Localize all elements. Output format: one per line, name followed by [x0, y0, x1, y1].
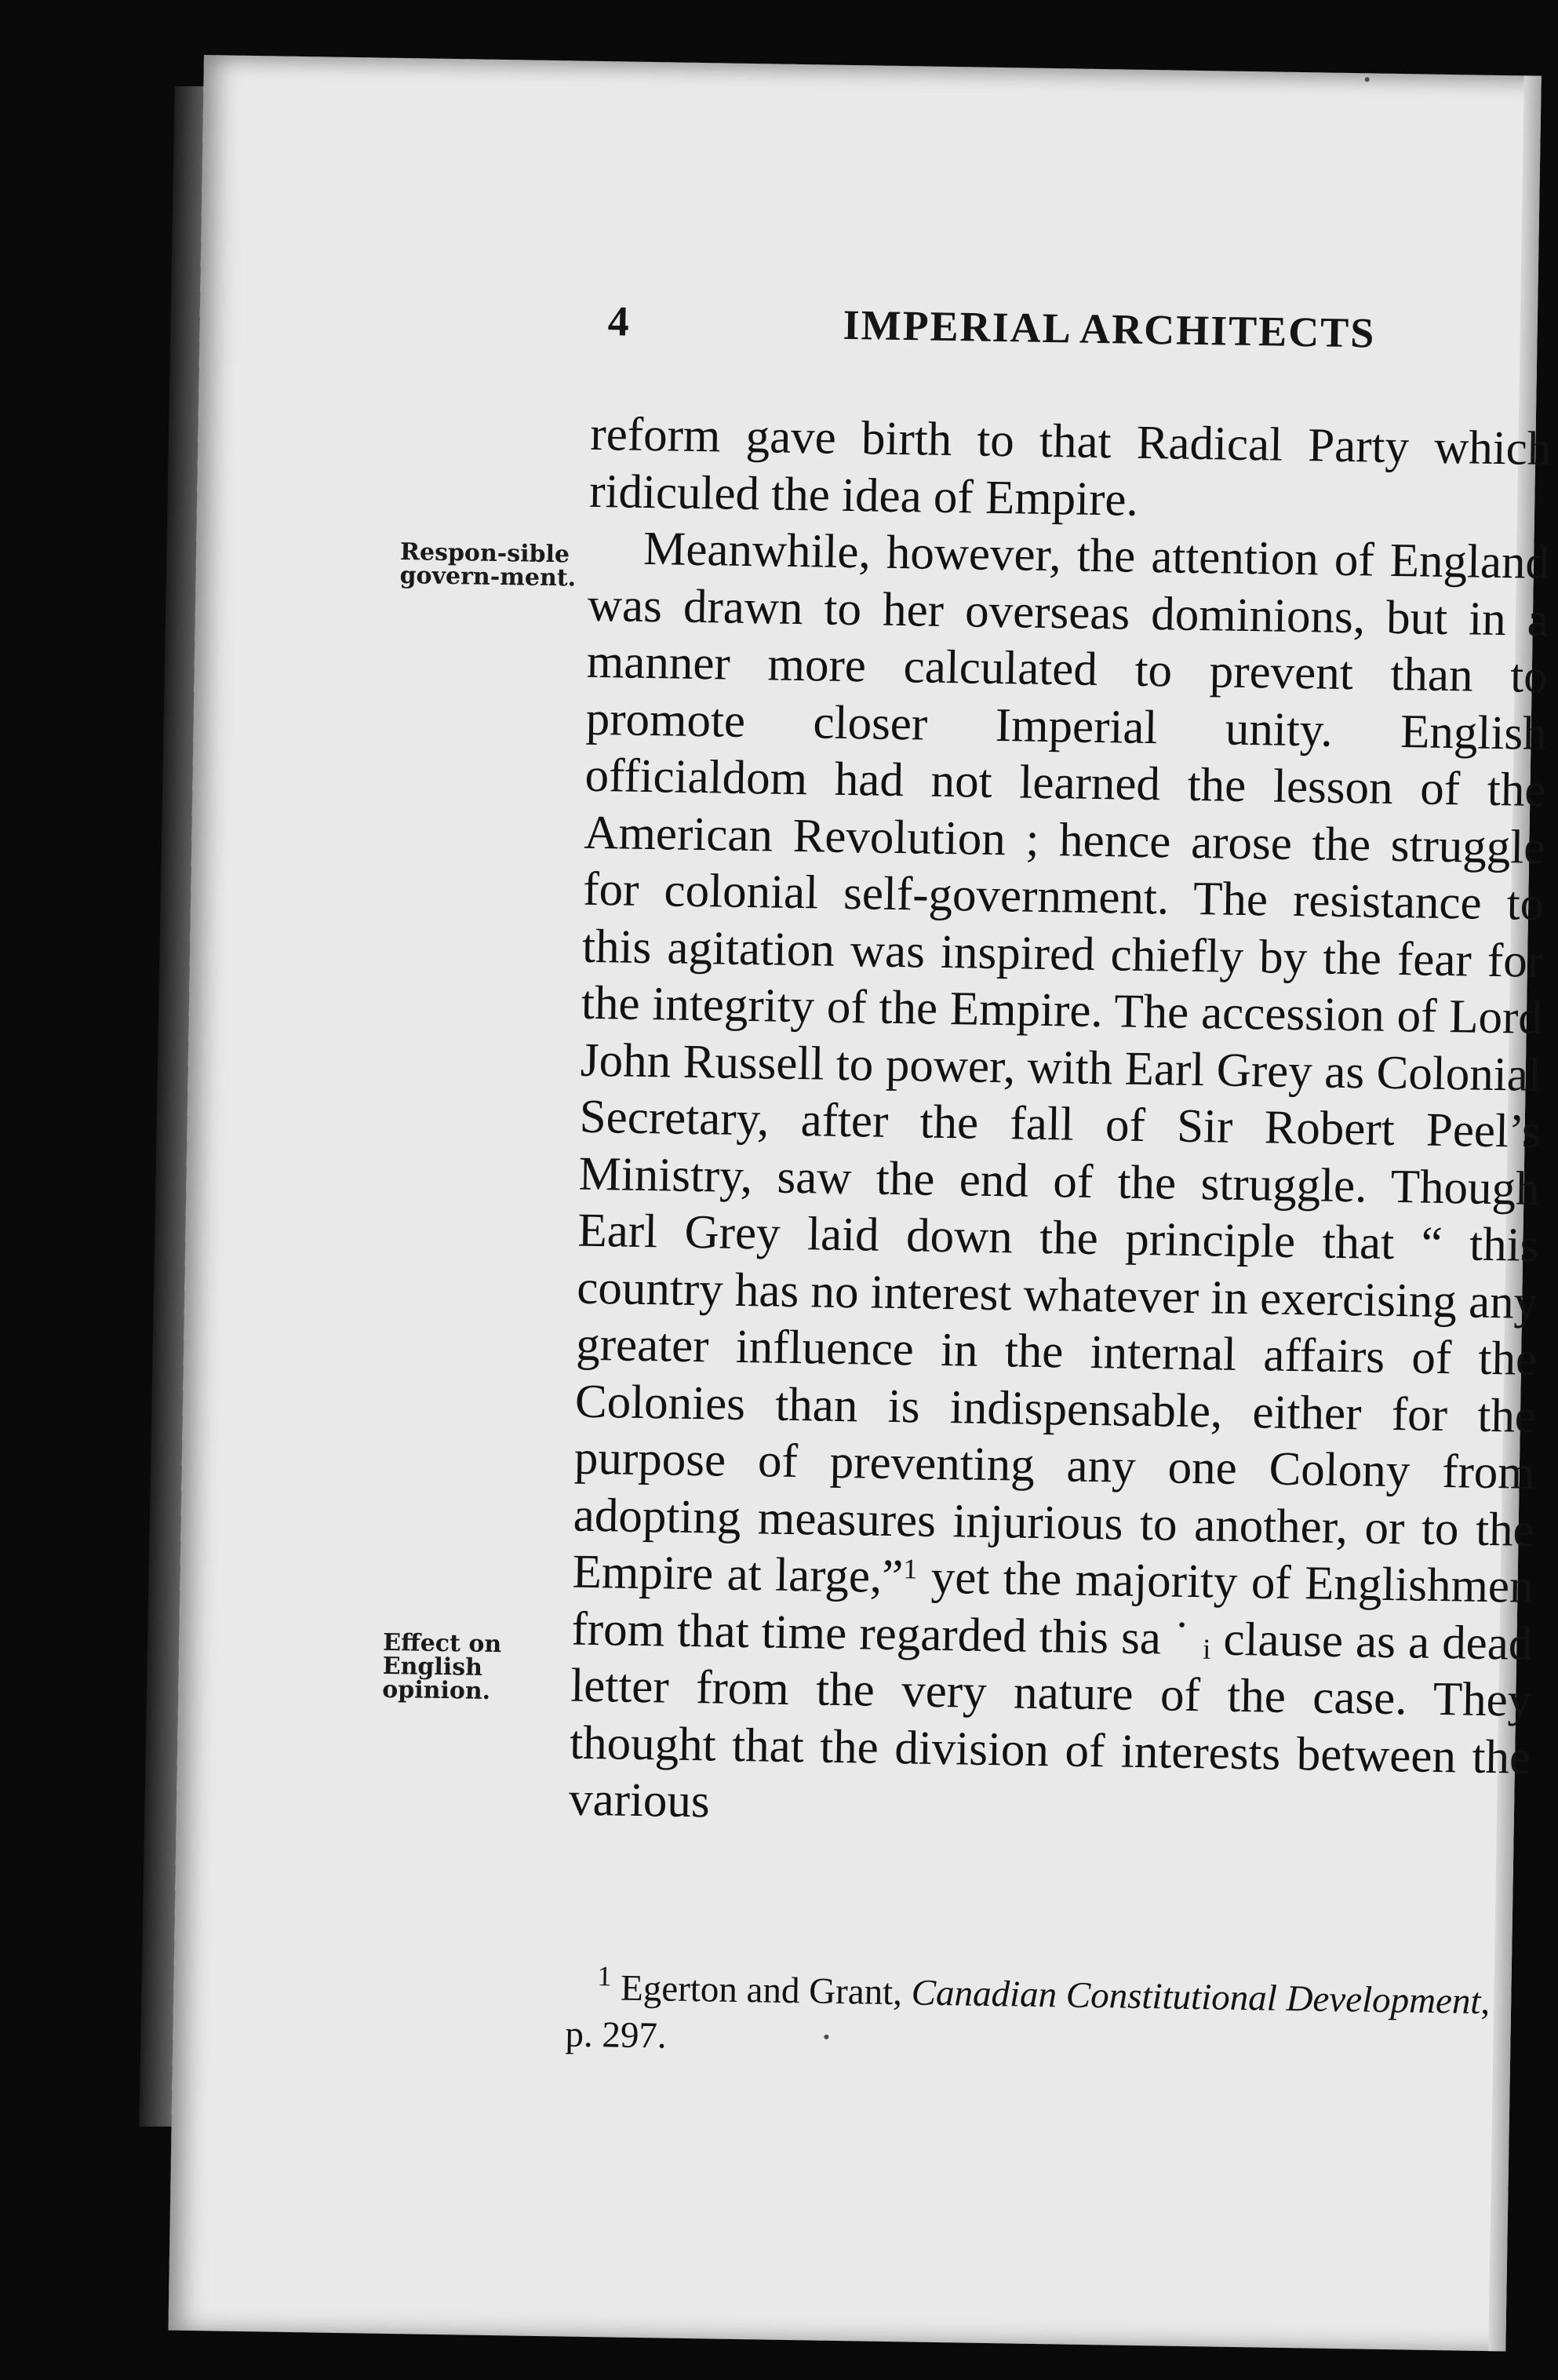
paragraph-continuation: reform gave birth to that Radical Party which ridiculed the idea of Empire. [588, 407, 1552, 527]
footnote-text-before: Egerton and Grant, [610, 1967, 912, 2014]
footnote-marker: 1 [597, 1960, 612, 1992]
book-page [168, 55, 1552, 2351]
dust-speck [1365, 77, 1370, 82]
sidenote-effect-on-english-opinion: Effect on English opinion. [382, 1628, 502, 1705]
footnote [565, 1960, 1523, 2073]
body-text [569, 406, 1552, 1844]
footnote-reference: 1 [903, 1553, 918, 1585]
sidenote-responsible-government: Respon-sible govern-ment. [399, 538, 577, 592]
paragraph-text-before-note: Meanwhile, however, the attention of England was drawn to her overseas dominions, but in a manner more calculated to prevent than to promote closer Imperial unity. English officialdom had not learned the lesson of the American Revolution ; hence arose the struggle for colonial self-government. The resistance to this agitation was inspired chiefly by the fear for the integrity of the Empire. The accession of Lord John Russell to power, with Earl Grey as Colonial Secretary, after the fall of Sir Robert Peel’s Ministry, saw the end of the struggle. Though Earl Grey laid down the principle that “ this country has no interest whatever in exercising any greater influence in the internal affairs of the Colonies than is indispensable, either for the purpose of preventing any one Colony from adopting measures injurious to another, or to the Empire at large,” [572, 522, 1550, 1604]
paragraph-text-after-note: yet the majority of Englishmen from that time regarded this sa ˙ ᵢ clause as a dead letter from the very nature of the case. They thought that the division of interests between the various [568, 1551, 1534, 1828]
running-title: IMPERIAL ARCHITECTS [843, 301, 1376, 357]
paragraph-meanwhile [569, 520, 1550, 1844]
footnote-text-after: , p. 297. [565, 1981, 1491, 2057]
dust-speck [824, 2035, 828, 2039]
page-number: 4 [607, 297, 630, 345]
footnote-title: Canadian Constitutional Development [911, 1972, 1481, 2022]
running-head [607, 297, 1534, 374]
